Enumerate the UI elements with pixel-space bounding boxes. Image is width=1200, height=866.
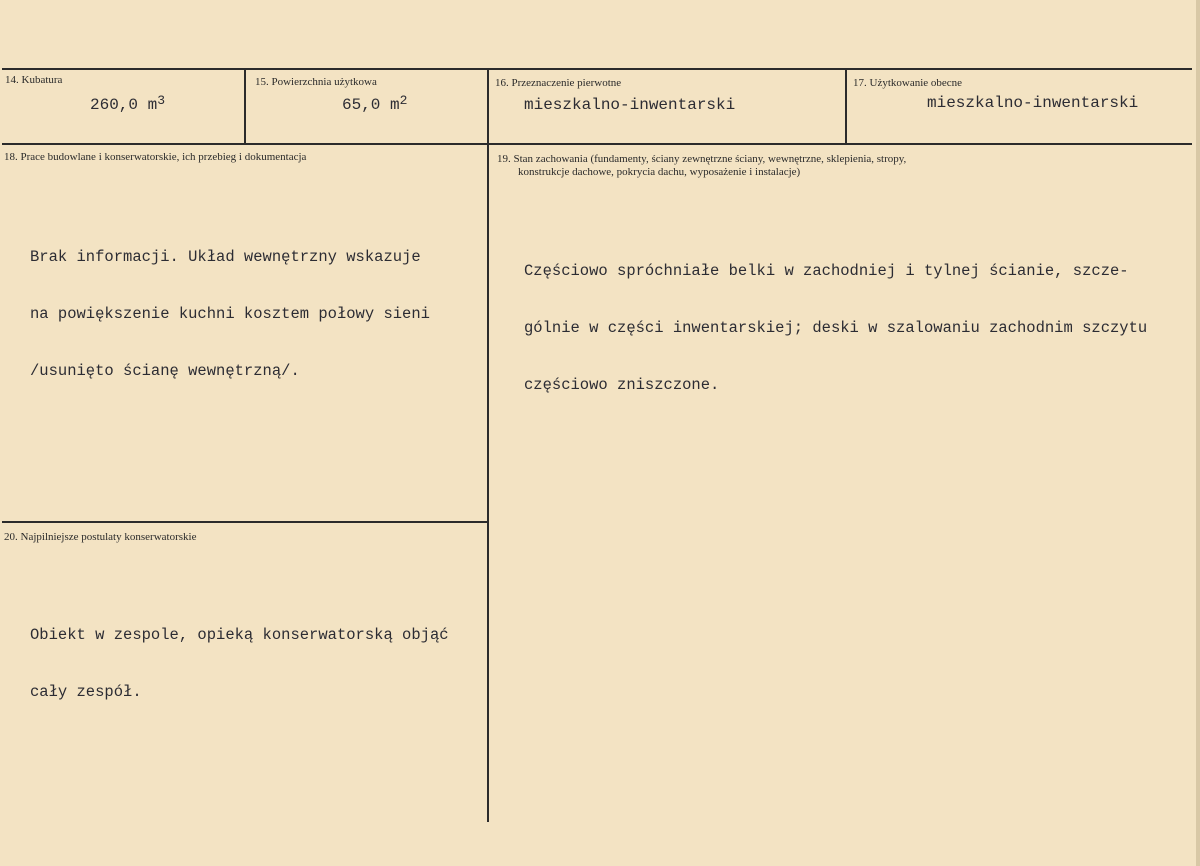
- divider-15-16: [487, 70, 489, 822]
- field-19-line: Częściowo spróchniałe belki w zachodniej i tylnej ścianie, szcze-: [524, 262, 1129, 280]
- field-17-value: mieszkalno-inwentarski: [927, 94, 1139, 112]
- field-14-unit-exponent: 3: [157, 93, 166, 108]
- field-16-label: 16. Przeznaczenie pierwotne: [495, 77, 622, 89]
- field-14-label: 14. Kubatura: [5, 74, 63, 86]
- field-20-text: [30, 588, 449, 740]
- field-18-label: 18. Prace budowlane i konserwatorskie, ich przebieg i dokumentacja: [4, 151, 307, 163]
- field-15-label: 15. Powierzchnia użytkowa: [255, 76, 377, 88]
- field-20-label: 20. Najpilniejsze postulaty konserwatorskie: [4, 531, 197, 543]
- field-15-value: [342, 93, 408, 114]
- card-edge: [1196, 0, 1200, 866]
- field-19-label-line2: konstrukcje dachowe, pokrycia dachu, wyposażenie i instalacje): [518, 166, 801, 178]
- section18-bottom-rule: [2, 521, 489, 523]
- field-18-line: Brak informacji. Układ wewnętrzny wskazuje: [30, 248, 421, 266]
- field-15-unit-exponent: 2: [399, 93, 408, 108]
- field-19-text: [524, 224, 1147, 433]
- field-14-value-text: 260,0 m: [90, 96, 158, 114]
- field-17-label: 17. Użytkowanie obecne: [853, 77, 963, 89]
- field-20-line: Obiekt w zespole, opieką konserwatorską objąć: [30, 626, 449, 644]
- field-20-line: cały zespół.: [30, 683, 142, 701]
- row1-bottom-rule: [2, 143, 1192, 145]
- field-19-line: gólnie w części inwentarskiej; deski w szalowaniu zachodnim szczytu: [524, 319, 1148, 337]
- field-16-value: mieszkalno-inwentarski: [524, 96, 736, 114]
- divider-16-17: [845, 70, 847, 144]
- field-19-label-line1: 19. Stan zachowania (fundamenty, ściany zewnętrzne ściany, wewnętrzne, sklepienia, stropy,: [497, 153, 907, 165]
- field-15-value-text: 65,0 m: [342, 96, 400, 114]
- top-rule: [2, 68, 1192, 70]
- field-19-line: częściowo zniszczone.: [524, 376, 720, 394]
- field-14-value: [90, 93, 166, 114]
- field-18-text: [30, 210, 430, 419]
- divider-14-15: [244, 70, 246, 144]
- field-18-line: /usunięto ścianę wewnętrzną/.: [30, 362, 300, 380]
- field-18-line: na powiększenie kuchni kosztem połowy sieni: [30, 305, 430, 323]
